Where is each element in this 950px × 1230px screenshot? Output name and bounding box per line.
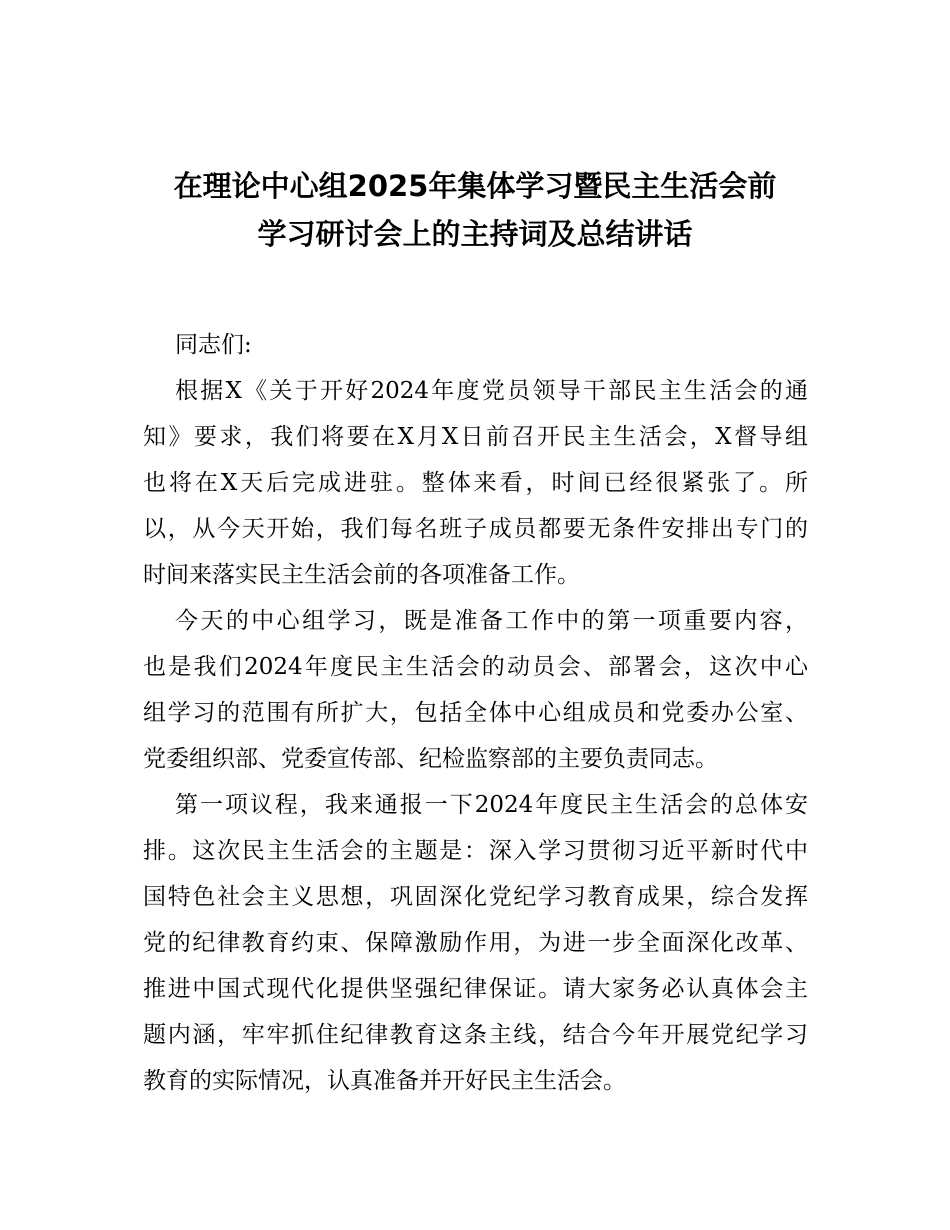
paragraph-line: 题内涵，牢牢抓住纪律教育这条主线，结合今年开展党纪学习 [143, 1022, 808, 1048]
paragraph-line: 也将在X天后完成进驻。整体来看，时间已经很紧张了。所 [143, 470, 808, 496]
document-title-line-1: 在理论中心组2025年集体学习暨民主生活会前 [173, 169, 777, 203]
paragraph-line: 知》要求，我们将要在X月X日前召开民主生活会，X督导组 [143, 424, 808, 450]
paragraph-line: 时间来落实民主生活会前的各项准备工作。 [143, 562, 580, 588]
paragraph-line: 党委组织部、党委宣传部、纪检监察部的主要负责同志。 [143, 746, 718, 772]
paragraph-line: 教育的实际情况，认真准备并开好民主生活会。 [143, 1068, 626, 1094]
paragraph-line: 以，从今天开始，我们每名班子成员都要无条件安排出专门的 [143, 516, 808, 542]
document-title-line-2: 学习研讨会上的主持词及总结讲话 [257, 217, 693, 251]
paragraph [143, 368, 808, 598]
paragraph [143, 782, 808, 1104]
paragraph-line: 根据X《关于开好2024年度党员领导干部民主生活会的通 [175, 378, 808, 404]
paragraph-line: 国特色社会主义思想，巩固深化党纪学习教育成果，综合发挥 [143, 884, 808, 910]
paragraph-line: 排。这次民主生活会的主题是：深入学习贯彻习近平新时代中 [143, 838, 808, 864]
paragraph-line: 组学习的范围有所扩大，包括全体中心组成员和党委办公室、 [143, 700, 808, 726]
paragraph-line: 推进中国式现代化提供坚强纪律保证。请大家务必认真体会主 [143, 976, 808, 1002]
paragraph-line: 第一项议程，我来通报一下2024年度民主生活会的总体安 [175, 792, 808, 818]
paragraph [143, 598, 808, 782]
paragraph-line: 今天的中心组学习，既是准备工作中的第一项重要内容， [175, 608, 808, 634]
paragraph-line: 党的纪律教育约束、保障激励作用，为进一步全面深化改革、 [143, 930, 808, 956]
paragraph-line: 也是我们2024年度民主生活会的动员会、部署会，这次中心 [143, 654, 808, 680]
salutation: 同志们: [175, 332, 252, 358]
document-body [143, 322, 808, 1104]
